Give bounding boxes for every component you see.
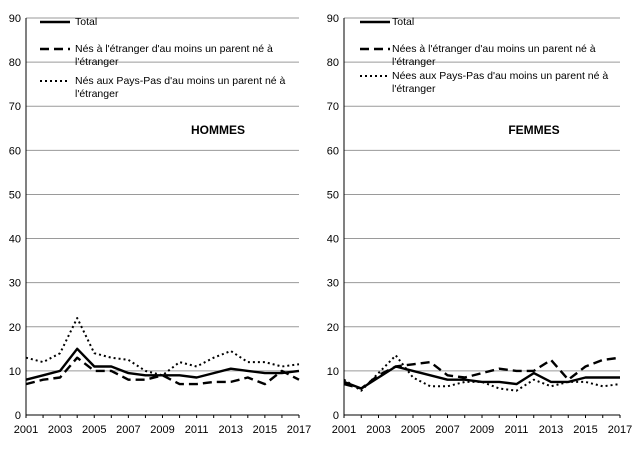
y-tick-label: 80 [8,57,21,70]
x-tick-label: 2009 [469,424,495,436]
x-tick-label: 2015 [252,424,278,436]
x-tick-label: 2011 [184,424,209,436]
legend-label [75,43,273,68]
legend-label [392,16,414,28]
legend-label-line: Total [392,16,415,28]
legend-label [75,75,286,100]
chart-panel-0 [9,13,311,436]
chart-panel-1 [327,13,632,436]
legend-label-line: l'étranger [75,56,119,68]
legend-label [392,70,608,95]
legend-label-line: Nés aux Pays-Pas d'au moins un parent né à [75,75,286,87]
y-tick-label: 0 [14,410,21,422]
y-tick-label: 70 [8,101,21,114]
legend-label-line: Nés à l'étranger d'au moins un parent né à [75,43,273,55]
y-tick-label: 0 [332,410,339,422]
legend-label [392,43,596,68]
y-tick-label: 20 [8,321,21,334]
y-tick-label: 20 [326,321,339,334]
x-tick-label: 2001 [13,424,39,436]
legend-label-line: l'étranger [392,56,436,68]
x-tick-label: 2007 [435,424,460,436]
y-tick-label: 90 [8,13,21,25]
legend-label [75,16,97,28]
y-tick-label: 40 [326,233,339,246]
y-tick-label: 30 [326,277,339,290]
series-line-dashed [344,358,620,389]
x-tick-label: 2009 [150,424,175,436]
x-tick-label: 2003 [47,424,73,436]
x-tick-label: 2013 [218,424,243,436]
series-line-solid [26,349,299,380]
chart-title: HOMMES [191,123,245,137]
x-tick-label: 2005 [400,424,426,436]
x-tick-label: 2001 [331,424,357,436]
x-tick-label: 2003 [366,424,391,436]
series-line-solid [344,367,620,389]
x-tick-label: 2011 [504,424,529,436]
y-tick-label: 50 [8,189,21,202]
y-tick-label: 60 [326,145,339,158]
x-tick-label: 2017 [607,424,633,436]
legend-label-line: l'étranger [392,83,436,95]
y-tick-label: 60 [8,145,21,158]
y-tick-label: 40 [8,233,21,246]
chart-title: FEMMES [508,123,560,137]
y-tick-label: 50 [326,189,339,202]
y-tick-label: 10 [8,365,21,378]
legend-label-line: Nées à l'étranger d'au moins un parent né à [392,43,596,55]
y-tick-label: 90 [326,13,339,25]
x-tick-label: 2005 [82,424,107,436]
y-tick-label: 30 [8,277,21,290]
legend-label-line: l'étranger [75,88,119,100]
legend-label-line: Total [75,16,98,28]
x-tick-label: 2007 [116,424,141,436]
x-tick-label: 2013 [538,424,564,436]
legend-label-line: Nées aux Pays-Pas d'au moins un parent né à [392,70,609,82]
y-tick-label: 10 [326,365,339,378]
x-tick-label: 2017 [286,424,312,436]
x-tick-label: 2015 [573,424,598,436]
y-tick-label: 70 [326,101,339,114]
y-tick-label: 80 [326,57,339,70]
